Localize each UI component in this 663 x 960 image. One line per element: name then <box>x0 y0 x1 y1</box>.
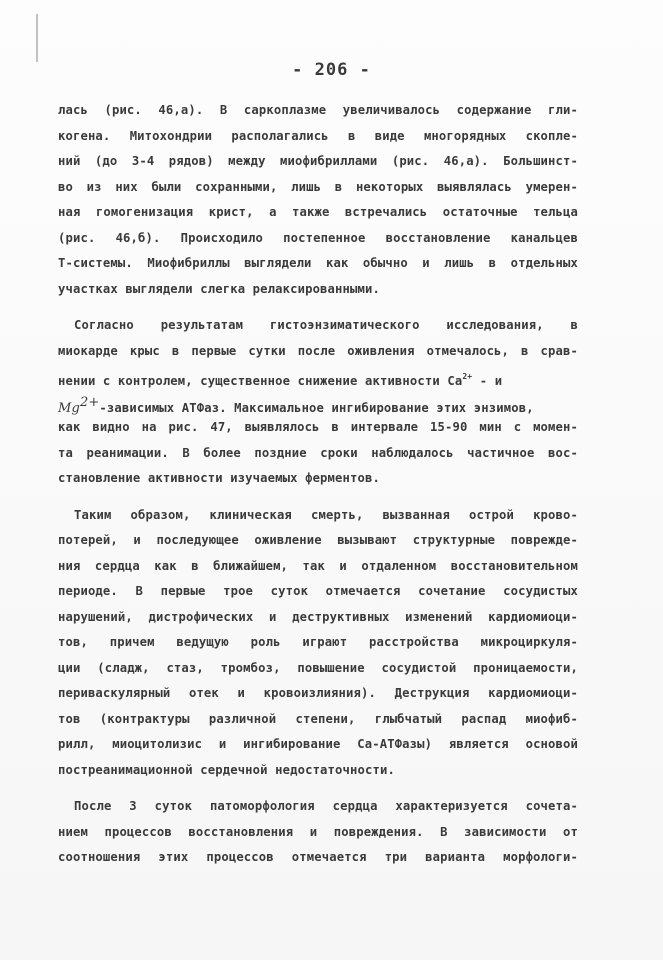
text-line: периваскулярный отек и кровоизлияния). Деструкция кардиомиоци- <box>58 686 578 700</box>
text-line: когена. Митохондрии располагались в виде многорядных скопле- <box>58 128 578 143</box>
paragraph-4 <box>58 794 578 871</box>
text-line-ca <box>58 364 578 390</box>
text-line: (рис. 46,б). Происходило постепенное восстановление канальцев <box>58 230 578 245</box>
paragraph-1 <box>58 98 578 302</box>
mg-handwritten: Mg <box>58 400 80 416</box>
text-line: Таким образом, клиническая смерть, вызванная острой крово- <box>74 507 578 522</box>
mg-text: -зависимых АТФаз. Максимальное ингибирование этих энзимов, <box>99 400 534 415</box>
text-line: тов, причем ведущую роль играют расстройства микроциркуля- <box>58 635 578 649</box>
text-line: потерей, и последующее оживление вызывают структурные поврежде- <box>58 533 578 547</box>
text-line: Согласно результатам гистоэнзиматического исследования, в <box>74 318 578 332</box>
text-line: лась (рис. 46,а). В саркоплазме увеличивалось содержание гли- <box>58 103 578 117</box>
text-line: тов (контрактуры различной степени, глыбчатый распад миофиб- <box>58 711 578 726</box>
text-line: ний (до 3-4 рядов) между миофибриллами (рис. 46,а). Большинст- <box>58 154 578 168</box>
mg-superscript: 2+ <box>79 394 100 410</box>
ca-superscript: 2+ <box>462 372 473 381</box>
text-line: во из них были сохранными, лишь в некоторых выявлялась умерен- <box>58 179 578 194</box>
text-line: миокарде крыс в первые сутки после оживления отмечалось, в срав- <box>58 343 578 358</box>
text-line: та реанимации. В более поздние сроки наблюдалось частичное вос- <box>58 445 578 460</box>
text-line-mg <box>58 390 578 416</box>
text-line: ная гомогенизация крист, а также встречались остаточные тельца <box>58 205 578 219</box>
text-line: как видно на рис. 47, выявлялось в интервале 15-90 мин с момен- <box>58 420 578 434</box>
text-line: Т-системы. Миофибриллы выглядели как обычно и лишь в отдельных <box>58 256 578 270</box>
ca-tail: - и <box>479 374 503 388</box>
paragraph-2 <box>58 313 578 492</box>
text-line: соотношения этих процессов отмечается три варианта морфологи- <box>58 850 578 864</box>
text-line: ции (сладж, стаз, тромбоз, повышение сосудистой проницаемости, <box>58 660 578 675</box>
text-line: периоде. В первые трое суток отмечается сочетание сосудистых <box>58 584 578 598</box>
margin-mark <box>36 14 38 62</box>
text-line: становление активности изучаемых ферментов. <box>58 471 380 485</box>
text-line: нарушений, дистрофических и деструктивных изменений кардиомиоци- <box>58 609 578 624</box>
text-line: рилл, миоцитолизис и ингибирование Ca-АТФазы) является основой <box>58 737 578 751</box>
paragraph-3 <box>58 503 578 784</box>
text-line: нием процессов восстановления и повреждения. В зависимости от <box>58 824 578 839</box>
text-line: ния сердца как в ближайшем, так и отдаленном восстановительном <box>58 558 578 573</box>
body-text <box>58 98 578 871</box>
text-line: участках выглядели слегка релаксированными. <box>58 281 380 296</box>
text-line: постреанимационной сердечной недостаточности. <box>58 762 395 777</box>
ca-text: нении с контролем, существенное снижение активности Ca <box>58 374 463 388</box>
text-line: После 3 суток патоморфология сердца характеризуется сочета- <box>74 799 578 813</box>
page-number: - 206 - <box>292 60 371 80</box>
